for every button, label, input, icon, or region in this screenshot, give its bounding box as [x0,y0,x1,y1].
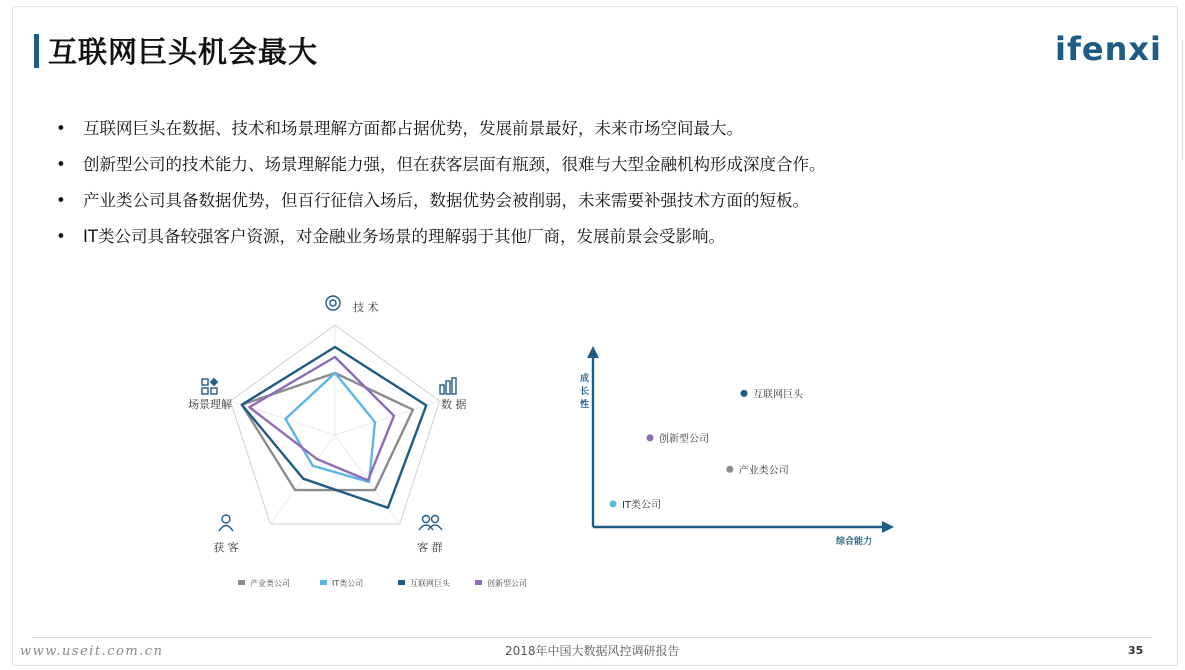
bullet-item [56,225,826,261]
bullet-dot-icon: • [56,191,66,210]
radar-axis-label: 数 据 [441,398,467,411]
bar-chart-icon [440,378,456,394]
scatter-point-label: 产业类公司 [738,465,789,477]
x-axis-label: 综合能力 [835,537,872,547]
grid-icon [202,378,218,394]
person-body [419,525,442,530]
title-accent-bar [34,34,39,68]
legend-label: 创新型公司 [487,579,527,588]
bullet-text: 互联网巨头在数据、技术和场景理解方面都占据优势，发展前景最好，未来市场空间最大。 [83,119,743,138]
grid-cell-filled [210,378,218,386]
page-number: 35 [1128,644,1144,657]
legend-swatch [398,580,405,585]
legend-label: 互联网巨头 [410,579,450,588]
legend-swatch [320,580,327,585]
gear-outline [326,296,340,310]
watermark: www.useit.com.cn [20,644,164,659]
bar-2 [446,381,450,394]
person-head [432,516,439,523]
scatter-point-label: 互联网巨头 [753,389,804,401]
grid-cell [202,379,208,385]
slide-title: 互联网巨头机会最大 [48,35,319,69]
bullet-dot-icon: • [56,155,66,174]
person-head [423,516,430,523]
person-icon [219,515,233,531]
scroll-edge [1182,40,1183,160]
radar-axis-label: 技 术 [353,301,379,314]
bullet-item [56,153,826,189]
footer-report-title: 2018年中国大数据风控调研报告 [505,644,680,658]
grid-cell [202,388,208,394]
scatter-chart [560,345,900,555]
radar-axis-label: 场景理解 [188,398,232,411]
bullet-text: 产业类公司具备数据优势，但百行征信入场后，数据优势会被削弱，未来需要补强技术方面的短板。 [83,191,809,210]
footer-divider [32,637,1152,638]
bar-1 [440,385,444,394]
bullet-text: 创新型公司的技术能力、场景理解能力强，但在获客层面有瓶颈，很难与大型金融机构形成深度合作。 [83,155,826,174]
x-axis-arrow-icon [882,521,894,533]
bullet-text: IT类公司具备较强客户资源，对金融业务场景的理解弱于其他厂商，发展前景会受影响。 [83,227,725,246]
legend-label: 产业类公司 [250,579,290,588]
bullet-list [56,117,826,261]
gear-hub [330,300,336,306]
gear-icon [326,296,340,310]
scatter-point-label: IT类公司 [621,499,662,511]
y-axis-label: 成长性 [580,374,590,410]
bullet-dot-icon: • [56,227,66,246]
bullet-dot-icon: • [56,119,66,138]
radar-axis-label: 客 群 [417,541,443,554]
scatter-point [741,390,748,397]
scatter-point [726,466,733,473]
radar-spoke [230,401,335,435]
group-icon [419,516,442,531]
radar-chart [150,285,527,605]
y-axis-arrow-icon [587,346,599,358]
legend-swatch [475,580,482,585]
legend-swatch [238,580,245,585]
bullet-item [56,117,826,153]
scatter-point-label: 创新型公司 [659,433,709,445]
scatter-point [647,434,654,441]
person-body [219,526,233,532]
radar-axis-label: 获 客 [213,541,239,554]
legend-label: IT类公司 [332,579,364,588]
grid-cell [211,388,217,394]
bar-3 [452,378,456,394]
scatter-point [609,500,616,507]
person-head [222,515,230,523]
ifenxi-logo: ifenxi [1055,30,1162,68]
bullet-item [56,189,826,225]
